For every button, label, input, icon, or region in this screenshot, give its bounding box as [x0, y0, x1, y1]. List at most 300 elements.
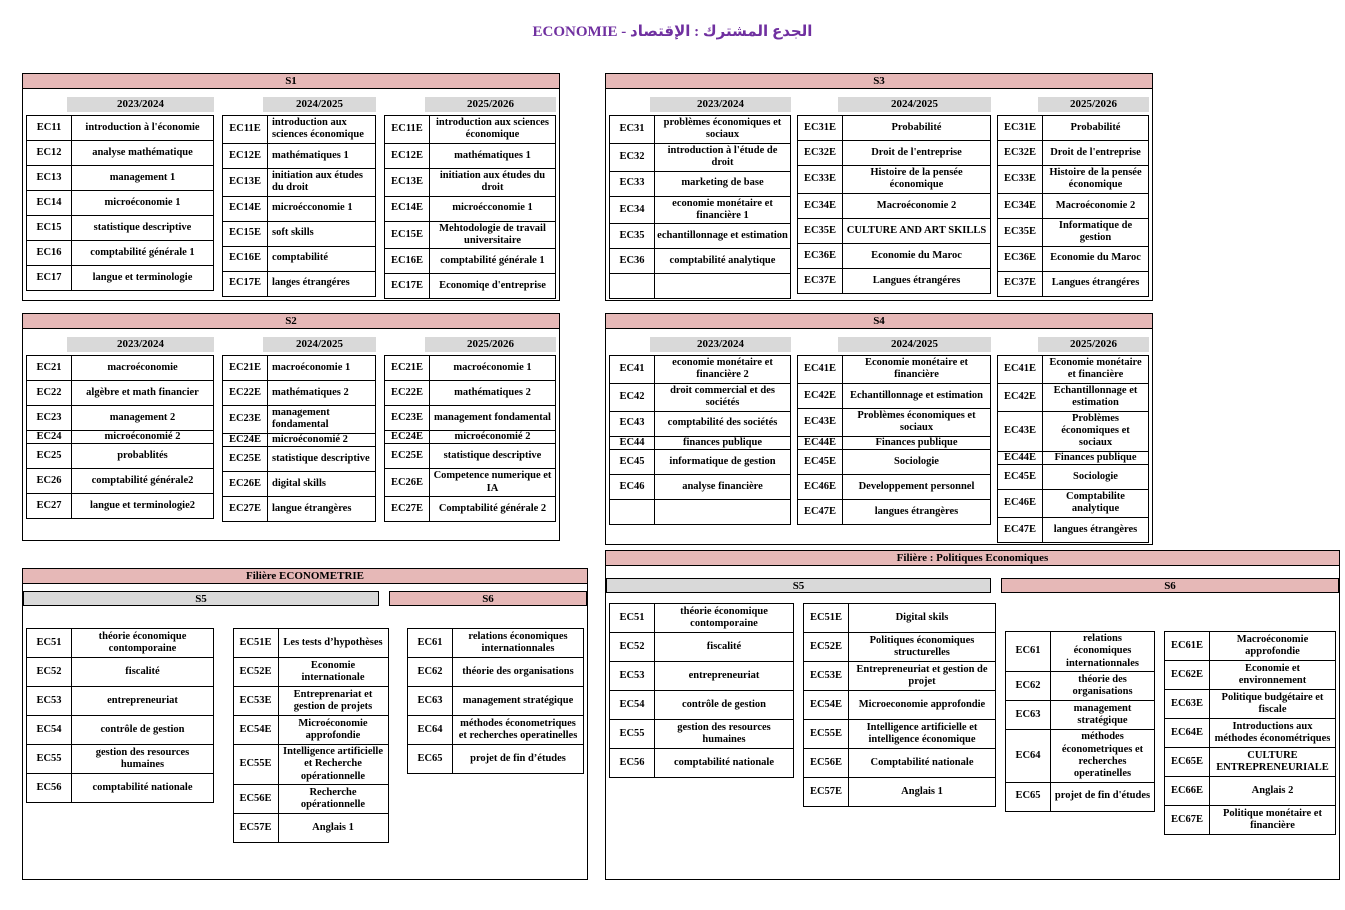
course-name-cell: gestion des resources humaines	[72, 745, 214, 774]
course-code-cell: EC55E	[233, 745, 278, 785]
course-name-cell: Finances publique	[1043, 451, 1149, 464]
year-header-row	[797, 337, 991, 352]
course-name-cell: economie monétaire et financière 1	[655, 196, 791, 224]
course-row	[27, 356, 214, 381]
course-code-cell: EC16E	[223, 246, 268, 271]
course-code-cell: EC34	[610, 196, 655, 224]
course-name-cell: Sociologie	[843, 449, 991, 474]
course-name-cell: Developpement personnel	[843, 474, 991, 499]
course-name-cell: introduction à l'étude de droit	[655, 143, 791, 171]
course-row	[223, 271, 376, 296]
year-group-s1-2025	[384, 89, 556, 299]
course-code-cell: EC32	[610, 143, 655, 171]
course-name-cell: Politiques économiques structurelles	[849, 633, 996, 662]
course-name-cell: CULTURE ENTREPRENEURIALE	[1210, 748, 1336, 777]
course-row	[385, 274, 556, 299]
course-code-cell: EC62	[1006, 672, 1051, 701]
course-name-cell: Comptabilité nationale	[849, 749, 996, 778]
course-code-cell: EC47E	[798, 499, 843, 524]
course-row	[610, 633, 794, 662]
course-table	[609, 115, 791, 299]
course-name-cell: relations économiques internationnales	[453, 629, 584, 658]
year-header-spacer	[609, 97, 650, 112]
course-table	[609, 603, 794, 778]
year-group-s4-2025	[997, 329, 1149, 543]
course-row	[223, 168, 376, 196]
course-name-cell: théorie des organisations	[1051, 672, 1155, 701]
course-code-cell: EC13E	[223, 168, 268, 196]
course-row	[385, 356, 556, 381]
course-code-cell: EC42E	[798, 383, 843, 408]
course-name-cell: microéconomié 2	[268, 433, 376, 446]
course-row	[385, 196, 556, 221]
course-code-cell: EC13E	[385, 168, 430, 196]
course-code-cell: EC22E	[223, 381, 268, 406]
course-name-cell: langues étrangères	[843, 499, 991, 524]
course-name-cell: Droit de l'entreprise	[1043, 141, 1149, 166]
course-code-cell: EC51E	[804, 604, 849, 633]
year-group-s3-2024	[797, 89, 991, 294]
course-name-cell: Probabilité	[1043, 116, 1149, 141]
s6-header: S6	[1001, 578, 1339, 593]
course-code-cell: EC22	[27, 381, 72, 406]
course-row	[385, 469, 556, 497]
course-code-cell: EC11E	[223, 116, 268, 144]
course-row	[610, 749, 794, 778]
course-name-cell: contrôle de gestion	[72, 716, 214, 745]
course-name-cell: statistique descriptive	[268, 447, 376, 472]
course-row	[798, 449, 991, 474]
course-table	[803, 603, 996, 807]
year-group-s4-2023	[609, 329, 791, 525]
course-code-cell: EC35	[610, 224, 655, 249]
course-name-cell: mathématiques 1	[268, 143, 376, 168]
course-code-cell: EC51E	[233, 629, 278, 658]
course-name-cell: statistique descriptive	[72, 216, 214, 241]
year-header-spacer	[797, 337, 838, 352]
course-name-cell: Informatique de gestion	[1043, 218, 1149, 246]
course-group-eco-s5-main	[26, 628, 214, 803]
course-row	[223, 433, 376, 446]
course-row	[998, 246, 1149, 271]
course-name-cell: Competence numerique et IA	[430, 469, 556, 497]
course-name-cell: Langues étrangéres	[843, 268, 991, 293]
course-code-cell: EC62	[408, 658, 453, 687]
course-name-cell: gestion des resources humaines	[655, 720, 794, 749]
course-name-cell: management 2	[72, 406, 214, 431]
course-code-cell: EC14E	[385, 196, 430, 221]
course-code-cell: EC22E	[385, 381, 430, 406]
course-code-cell: EC53E	[804, 662, 849, 691]
course-row	[610, 383, 791, 411]
course-name-cell: Droit de l'entreprise	[843, 141, 991, 166]
year-header-row	[997, 97, 1149, 112]
course-row	[1165, 661, 1336, 690]
course-code-cell: EC27E	[223, 497, 268, 522]
course-row	[798, 243, 991, 268]
course-code-cell: EC54E	[233, 716, 278, 745]
course-code-cell: EC61E	[1165, 632, 1210, 661]
course-row	[408, 716, 584, 745]
course-row	[610, 196, 791, 224]
s3-groups	[606, 89, 1152, 299]
course-table	[26, 115, 214, 291]
page-title: الجدع المشترك : الإقتصاد - ECONOMIE	[532, 24, 813, 40]
course-row	[27, 381, 214, 406]
semester-header-s4: S4	[606, 314, 1152, 329]
course-name-cell: Comptabilite analytique	[1043, 490, 1149, 518]
course-name-cell: Echantillonnage et estimation	[843, 383, 991, 408]
year-header-spacer	[384, 97, 425, 112]
course-name-cell: Echantillonnage et estimation	[1043, 383, 1149, 411]
course-row	[223, 472, 376, 497]
course-code-cell: EC36E	[798, 243, 843, 268]
course-name-cell: Entreprenariat et gestion de projets	[278, 687, 388, 716]
course-code-cell: EC46	[610, 474, 655, 499]
course-row	[233, 716, 388, 745]
course-row	[610, 411, 791, 436]
course-name-cell: Anglais 1	[849, 778, 996, 807]
course-code-cell: EC21	[27, 356, 72, 381]
course-row	[998, 383, 1149, 411]
course-name-cell: management stratégique	[1051, 701, 1155, 730]
course-code-cell: EC52E	[804, 633, 849, 662]
year-header-row	[222, 337, 376, 352]
course-name-cell: microécconomie 1	[430, 196, 556, 221]
course-row	[223, 221, 376, 246]
course-code-cell: EC34E	[998, 193, 1043, 218]
course-row	[27, 774, 214, 803]
course-name-cell: fiscalité	[72, 658, 214, 687]
course-table	[1005, 631, 1155, 812]
course-row	[385, 381, 556, 406]
course-code-cell: EC11	[27, 116, 72, 141]
course-row	[385, 497, 556, 522]
course-code-cell: EC54E	[804, 691, 849, 720]
course-code-cell: EC63	[408, 687, 453, 716]
course-code-cell: EC35E	[998, 218, 1043, 246]
course-name-cell: langue et terminologie	[72, 266, 214, 291]
course-row	[1006, 782, 1155, 811]
course-code-cell: EC57E	[233, 814, 278, 843]
course-code-cell: EC41	[610, 356, 655, 384]
course-code-cell: EC24	[27, 431, 72, 444]
filiere-politiques-title: Filière : Politiques Economiques	[606, 551, 1339, 566]
course-row	[804, 778, 996, 807]
course-name-cell: finances publique	[655, 436, 791, 449]
course-name-cell: comptabilité analytique	[655, 249, 791, 274]
course-table	[233, 628, 389, 843]
course-code-cell: EC32E	[798, 141, 843, 166]
course-name-cell: Economie et environnement	[1210, 661, 1336, 690]
course-code-cell: EC62E	[1165, 661, 1210, 690]
semester-section-s4	[605, 313, 1153, 545]
course-row	[798, 383, 991, 408]
year-header-row	[997, 337, 1149, 352]
course-row	[998, 141, 1149, 166]
course-code-cell: EC17E	[223, 271, 268, 296]
s4-groups	[606, 329, 1152, 543]
course-code-cell: EC36	[610, 249, 655, 274]
course-row	[233, 814, 388, 843]
course-code-cell: EC51	[610, 604, 655, 633]
course-row	[610, 143, 791, 171]
year-group-s1-2023	[26, 89, 214, 291]
course-row	[798, 268, 991, 293]
course-code-cell: EC56E	[804, 749, 849, 778]
course-group-eco-s5-e	[233, 628, 389, 843]
year-label: 2024/2025	[838, 97, 991, 112]
course-code-cell: EC37E	[998, 271, 1043, 296]
course-row	[385, 249, 556, 274]
course-code-cell: EC23E	[223, 406, 268, 434]
year-group-s2-2024	[222, 329, 376, 522]
course-row	[610, 436, 791, 449]
year-header-row	[26, 97, 214, 112]
course-row	[610, 720, 794, 749]
course-row	[408, 629, 584, 658]
course-code-cell: EC31E	[798, 116, 843, 141]
course-row	[385, 406, 556, 431]
course-row	[804, 662, 996, 691]
course-row	[1165, 690, 1336, 719]
course-name-cell: Mehtodologie de travail universitaire	[430, 221, 556, 249]
course-name-cell: Sociologie	[1043, 465, 1149, 490]
course-code-cell: EC23E	[385, 406, 430, 431]
semester-header-s1: S1	[23, 74, 559, 89]
year-label: 2024/2025	[263, 97, 376, 112]
semester-section-s3	[605, 73, 1153, 301]
course-code-cell: EC57E	[804, 778, 849, 807]
course-code-cell: EC32E	[998, 141, 1043, 166]
course-name-cell: comptabilité générale 1	[72, 241, 214, 266]
course-row	[610, 499, 791, 524]
econometrie-subheaders	[23, 591, 587, 606]
course-row	[223, 246, 376, 271]
course-row	[1006, 730, 1155, 783]
course-name-cell: fiscalité	[655, 633, 794, 662]
course-code-cell: EC52E	[233, 658, 278, 687]
course-row	[223, 447, 376, 472]
course-row	[27, 216, 214, 241]
course-code-cell: EC43E	[798, 408, 843, 436]
course-row	[798, 499, 991, 524]
course-code-cell: EC31E	[998, 116, 1043, 141]
course-name-cell: langues étrangères	[1043, 517, 1149, 542]
filiere-politiques-section	[605, 550, 1340, 880]
course-code-cell: EC56E	[233, 785, 278, 814]
course-code-cell: EC26	[27, 469, 72, 494]
year-header-spacer	[384, 337, 425, 352]
course-code-cell: EC26E	[223, 472, 268, 497]
course-row	[27, 444, 214, 469]
course-code-cell: EC35E	[798, 218, 843, 243]
course-code-cell: EC42E	[998, 383, 1043, 411]
politiques-subheaders	[606, 578, 1339, 593]
course-row	[798, 166, 991, 194]
course-code-cell: EC15E	[223, 221, 268, 246]
course-name-cell: comptabilité nationale	[655, 749, 794, 778]
course-code-cell: EC54	[27, 716, 72, 745]
course-name-cell: Langues étrangéres	[1043, 271, 1149, 296]
course-code-cell: EC23	[27, 406, 72, 431]
course-name-cell: Problèmes économiques et sociaux	[1043, 411, 1149, 451]
course-name-cell: méthodes économetriques et recherches operatinelles	[1051, 730, 1155, 783]
course-row	[804, 604, 996, 633]
course-name-cell: marketing de base	[655, 171, 791, 196]
course-table	[222, 355, 376, 522]
course-row	[385, 143, 556, 168]
course-name-cell: Finances publique	[843, 436, 991, 449]
s2-groups	[23, 329, 559, 522]
course-table	[609, 355, 791, 525]
year-label: 2025/2026	[425, 97, 556, 112]
course-row	[610, 356, 791, 384]
course-row	[233, 745, 388, 785]
course-name-cell: Macroéconomie 2	[843, 193, 991, 218]
course-name-cell: Macroéconomie approfondie	[1210, 632, 1336, 661]
year-group-s2-2025	[384, 329, 556, 522]
course-row	[223, 381, 376, 406]
year-header-row	[609, 97, 791, 112]
course-code-cell: EC33E	[998, 166, 1043, 194]
course-code-cell: EC14E	[223, 196, 268, 221]
course-table	[222, 115, 376, 297]
course-code-cell: EC45E	[798, 449, 843, 474]
course-name-cell: Microéconomie approfondie	[278, 716, 388, 745]
course-row	[27, 431, 214, 444]
course-code-cell: EC55E	[804, 720, 849, 749]
course-row	[223, 196, 376, 221]
course-code-cell: EC56	[610, 749, 655, 778]
course-code-cell: EC54	[610, 691, 655, 720]
year-header-row	[609, 337, 791, 352]
filiere-econometrie-section	[22, 568, 588, 880]
course-table	[797, 115, 991, 294]
course-row	[998, 271, 1149, 296]
year-header-spacer	[222, 337, 263, 352]
year-label: 2023/2024	[67, 337, 214, 352]
econometrie-groups	[23, 628, 587, 843]
course-name-cell: Politique monétaire et financière	[1210, 806, 1336, 835]
course-code-cell: EC25E	[385, 444, 430, 469]
politiques-groups	[606, 593, 1339, 835]
course-row	[610, 474, 791, 499]
course-name-cell: comptabilité	[268, 246, 376, 271]
course-name-cell: méthodes économetriques et recherches operatinelles	[453, 716, 584, 745]
course-name-cell: comptabilité générale 1	[430, 249, 556, 274]
course-row	[998, 166, 1149, 194]
year-header-spacer	[609, 337, 650, 352]
year-label: 2024/2025	[263, 337, 376, 352]
s5-header: S5	[23, 591, 379, 606]
course-code-cell: EC45E	[998, 465, 1043, 490]
course-row	[1165, 719, 1336, 748]
year-label: 2025/2026	[1038, 337, 1149, 352]
course-name-cell: entrepreneuriat	[72, 687, 214, 716]
course-name-cell: théorie économique contomporaine	[72, 629, 214, 658]
course-name-cell: statistique descriptive	[430, 444, 556, 469]
course-code-cell: EC24E	[223, 433, 268, 446]
year-label: 2023/2024	[650, 97, 791, 112]
s5-header: S5	[606, 578, 991, 593]
course-name-cell: Recherche opérationnelle	[278, 785, 388, 814]
course-table	[407, 628, 584, 774]
year-group-s2-2023	[26, 329, 214, 519]
course-row	[610, 662, 794, 691]
course-name-cell: droit commercial et des sociétés	[655, 383, 791, 411]
course-row	[804, 691, 996, 720]
course-code-cell: EC16	[27, 241, 72, 266]
course-row	[1006, 632, 1155, 672]
course-row	[610, 171, 791, 196]
course-row	[798, 474, 991, 499]
course-code-cell: EC27E	[385, 497, 430, 522]
course-row	[798, 193, 991, 218]
course-name-cell: mathématiques 2	[430, 381, 556, 406]
course-code-cell: EC25E	[223, 447, 268, 472]
course-row	[804, 720, 996, 749]
year-group-s1-2024	[222, 89, 376, 297]
course-code-cell	[610, 499, 655, 524]
course-code-cell: EC16E	[385, 249, 430, 274]
course-row	[1006, 701, 1155, 730]
course-name-cell: Intelligence artificielle et intelligence économique	[849, 720, 996, 749]
course-name-cell: Histoire de la pensée économique	[843, 166, 991, 194]
course-row	[998, 356, 1149, 384]
course-row	[408, 745, 584, 774]
course-code-cell: EC37E	[798, 268, 843, 293]
course-row	[998, 116, 1149, 141]
year-header-row	[384, 97, 556, 112]
course-code-cell: EC45	[610, 449, 655, 474]
course-table	[384, 115, 556, 299]
course-row	[385, 444, 556, 469]
course-row	[610, 604, 794, 633]
year-header-spacer	[997, 97, 1038, 112]
course-group-pol-s5-e	[803, 603, 996, 807]
course-code-cell: EC11E	[385, 116, 430, 144]
course-table	[26, 628, 214, 803]
course-name-cell: projet de fin d'études	[1051, 782, 1155, 811]
course-name-cell: contrôle de gestion	[655, 691, 794, 720]
course-name-cell: langes étrangéres	[268, 271, 376, 296]
year-header-row	[26, 337, 214, 352]
course-name-cell: théorie des organisations	[453, 658, 584, 687]
course-name-cell: digital skills	[268, 472, 376, 497]
year-label: 2023/2024	[67, 97, 214, 112]
year-header-spacer	[222, 97, 263, 112]
course-name-cell: macroéconomie	[72, 356, 214, 381]
course-name-cell: Digital skils	[849, 604, 996, 633]
course-code-cell: EC44E	[998, 451, 1043, 464]
course-row	[385, 431, 556, 444]
course-row	[385, 221, 556, 249]
course-name-cell: théorie économique contomporaine	[655, 604, 794, 633]
course-row	[233, 658, 388, 687]
course-code-cell	[610, 274, 655, 299]
semester-section-s1	[22, 73, 560, 301]
course-code-cell: EC36E	[998, 246, 1043, 271]
course-row	[27, 241, 214, 266]
s6-header: S6	[389, 591, 587, 606]
course-name-cell: Comptabilité générale 2	[430, 497, 556, 522]
course-row	[223, 143, 376, 168]
course-name-cell: Economie monétaire et financière	[1043, 356, 1149, 384]
course-row	[27, 658, 214, 687]
course-row	[1165, 806, 1336, 835]
course-code-cell: EC55	[610, 720, 655, 749]
